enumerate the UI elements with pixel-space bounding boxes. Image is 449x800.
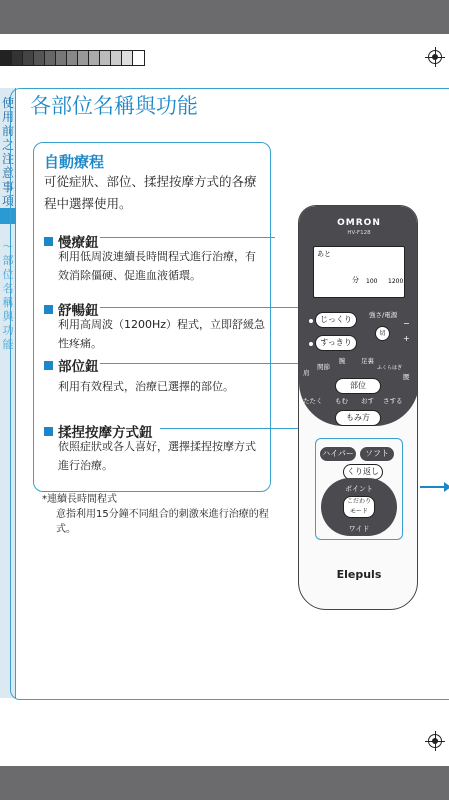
part-label-waist: 腰 <box>403 373 410 381</box>
lcd-1200-label: 1200 <box>388 278 404 285</box>
leader-line <box>160 428 320 429</box>
top-bar <box>0 0 449 34</box>
part-label-shoulder: 肩 <box>303 369 310 377</box>
leader-line <box>100 237 275 238</box>
registration-mark-icon <box>428 50 442 64</box>
bottom-bar <box>0 766 449 800</box>
square-bullet-icon <box>44 427 53 436</box>
part-label-joint: 関節 <box>317 363 330 371</box>
footnote-heading: *連續長時間程式 <box>42 494 117 505</box>
model-number: HV-F128 <box>347 230 371 236</box>
square-bullet-icon <box>44 237 53 246</box>
remote-control <box>298 205 418 610</box>
footnote-text: 意指利用15分鐘不同組合的刺激來進行治療的程式。 <box>56 509 269 535</box>
footnote <box>42 492 272 537</box>
part-label-sole: 足裏 <box>361 357 374 365</box>
section-title: 揉捏按摩方式鈕 <box>44 421 153 441</box>
lcd-display <box>313 246 405 298</box>
part-label-arm: 腕 <box>339 357 346 365</box>
indicator-dot <box>309 342 313 346</box>
remote-upper-body <box>299 206 418 426</box>
section-title: 慢療鈕 <box>44 231 99 251</box>
plus-icon: + <box>403 334 410 343</box>
part-label-calf: ふくらはぎ <box>377 365 403 371</box>
slow-button[interactable]: じっくり <box>315 312 357 328</box>
soft-button[interactable]: ソフト <box>359 446 395 462</box>
wide-button[interactable]: ワイド <box>348 525 370 533</box>
section-text: 依照症狀或各人喜好，選擇揉捏按摩方式進行治療。 <box>58 440 256 472</box>
section-text: 利用高周波（1200Hz）程式，立即舒緩急性疼痛。 <box>58 318 266 350</box>
indicator-dot <box>309 319 313 323</box>
style-label-knead: もむ <box>335 397 348 405</box>
registration-mark-icon <box>428 734 442 748</box>
repeat-button[interactable]: くり返し <box>343 464 383 480</box>
part-button[interactable]: 部位 <box>335 378 381 394</box>
strength-power-label: 強さ/電源 <box>369 311 398 319</box>
lcd-minutes-label: 分 <box>352 276 359 284</box>
section-text: 利用低周波連續長時間程式進行治療，有效消除僵硬、促進血液循環。 <box>58 250 256 282</box>
power-button[interactable]: 切 <box>375 326 390 341</box>
style-label-tap: たたく <box>303 397 323 405</box>
page-title: 各部位名稱與功能 <box>30 94 198 118</box>
box-intro: 可從症狀、部位、揉捏按摩方式的各療程中選擇使用。 <box>44 174 257 211</box>
brand-logo: OMRON <box>337 218 381 228</box>
minus-icon: − <box>403 319 410 328</box>
style-label-press: おす <box>361 397 374 405</box>
hyper-button[interactable]: ハイパー <box>319 446 357 462</box>
section-title: 舒暢鈕 <box>44 299 99 319</box>
lcd-100-label: 100 <box>366 278 378 285</box>
mode-pad <box>321 478 397 536</box>
section-text: 利用有效程式，治療已選擇的部位。 <box>58 380 234 393</box>
product-logo: Elepuls <box>336 568 382 581</box>
side-tab-subtext: 〜部位名稱與功能 <box>2 240 14 351</box>
quick-button[interactable]: すっきり <box>315 335 357 351</box>
square-bullet-icon <box>44 361 53 370</box>
arrow-right-icon <box>420 486 449 488</box>
point-button[interactable]: ポイント <box>345 485 373 493</box>
section-title: 部位鈕 <box>44 355 99 375</box>
auto-course-box <box>33 142 271 492</box>
massage-style-button[interactable]: もみ方 <box>335 410 381 426</box>
leader-line <box>100 307 300 308</box>
box-heading: 自動療程 <box>44 153 105 171</box>
leader-line <box>100 363 320 364</box>
color-calibration-strip <box>0 50 145 66</box>
mode-button[interactable]: こだわり モード <box>343 496 375 518</box>
lcd-remaining-label: あと <box>317 250 331 258</box>
square-bullet-icon <box>44 305 53 314</box>
side-tab-text: 使用前之注意事項 <box>1 96 14 208</box>
style-label-rub: さする <box>383 397 403 405</box>
